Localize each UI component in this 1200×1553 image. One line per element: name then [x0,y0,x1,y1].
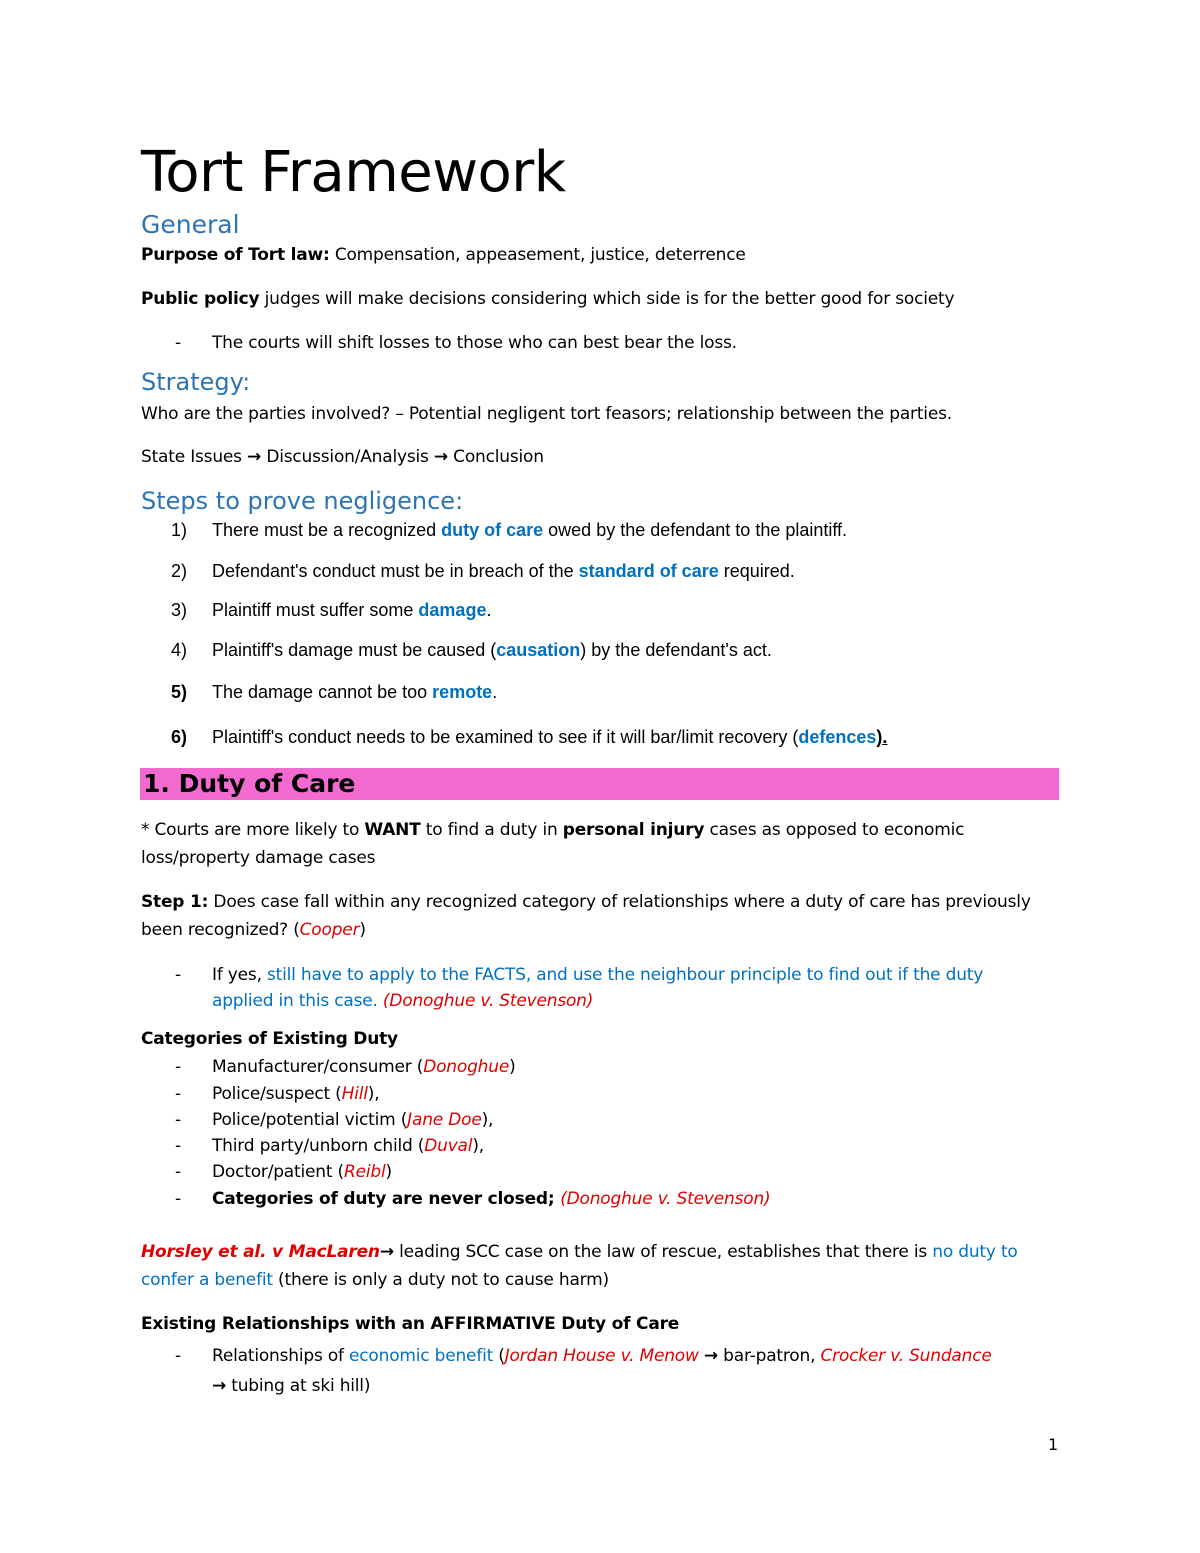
step-text: Plaintiff's conduct needs to be examined to see if it will bar/limit recovery (defences). [212,727,888,747]
bullet-dash: - [175,965,181,985]
purpose-text: Compensation, appeasement, justice, deterrence [329,245,746,265]
category-item: - Doctor/patient (Reibl) [175,1162,392,1182]
step-item [0,520,1100,544]
step-item [0,640,1100,664]
arrow-icon: → [433,447,448,467]
affirmative-item-line1: - Relationships of economic benefit (Jordan House v. Menow → bar-patron, Crocker v. Sundance [175,1346,992,1366]
step-number: 6) [171,727,188,747]
step-number: 2) [171,561,188,581]
step1-label: Step 1: [141,892,209,912]
case-donoghue-stevenson: (Donoghue v. Stevenson) [382,991,594,1011]
flow-step-2: Discussion/Analysis [266,447,429,467]
step-text: There must be a recognized duty of care owed by the defendant to the plaintiff. [212,520,848,540]
courts-note-line1: * Courts are more likely to WANT to find a duty in personal injury cases as opposed to economic [141,820,965,840]
horsley-line2: confer a benefit (there is only a duty not to cause harm) [141,1270,609,1290]
category-item: - Police/suspect (Hill), [175,1084,380,1104]
flow-step-3: Conclusion [453,447,544,467]
strategy-heading: Strategy: [141,368,251,396]
step-item [0,600,1100,624]
categories-heading: Categories of Existing Duty [141,1029,398,1049]
policy-text: judges will make decisions considering which side is for the better good for society [259,289,955,309]
case-crocker: Crocker v. Sundance [820,1346,992,1366]
flow-step-1: State Issues [141,447,242,467]
affirmative-heading: Existing Relationships with an AFFIRMATIVE Duty of Care [141,1314,680,1334]
case-cooper: Cooper [299,920,360,940]
ifyes-line1: - If yes, still have to apply to the FACTS, and use the neighbour principle to find out if the duty [175,965,984,985]
arrow-icon: → [247,447,262,467]
general-heading: General [141,210,240,239]
step-text: Plaintiff's damage must be caused (causation) by the defendant's act. [212,640,772,660]
step-text: The damage cannot be too remote. [212,682,498,702]
steps-heading: Steps to prove negligence: [141,487,464,515]
step-text: Plaintiff must suffer some damage. [212,600,492,620]
bullet-dash: - [175,333,181,353]
strategy-parties: Who are the parties involved? – Potential negligent tort feasors; relationship between the parties. [141,404,952,424]
horsley-line1: Horsley et al. v MacLaren→ leading SCC case on the law of rescue, establishes that there is no duty to [141,1242,1018,1262]
policy-label: Public policy [141,289,260,309]
step-text: Defendant's conduct must be in breach of the standard of care required. [212,561,795,581]
arrow-icon: → [703,1346,718,1366]
category-item: - Third party/unborn child (Duval), [175,1136,484,1156]
policy-line [141,289,954,309]
category-item: - Categories of duty are never closed; (Donoghue v. Stevenson) [175,1189,771,1209]
step1-line1: Step 1: Does case fall within any recognized category of relationships where a duty of care has previously [141,892,1031,912]
step1-line2: been recognized? (Cooper) [141,920,366,940]
policy-bullet-text: The courts will shift losses to those who can best bear the loss. [212,333,737,353]
affirmative-item-line2: → tubing at ski hill) [212,1376,371,1396]
case-horsley: Horsley et al. v MacLaren [141,1242,380,1262]
step-number: 4) [171,640,188,660]
step-number: 3) [171,600,188,620]
step-item [0,682,1100,706]
courts-note-line2: loss/property damage cases [141,848,376,868]
arrow-icon: → [212,1376,227,1396]
category-item: - Manufacturer/consumer (Donoghue) [175,1057,516,1077]
step-number: 1) [171,520,188,540]
document-title: Tort Framework [141,140,566,205]
strategy-flow [141,447,544,467]
case-jordan-house: Jordan House v. Menow [504,1346,699,1366]
step-item [0,561,1100,585]
step-number: 5) [171,682,188,702]
duty-of-care-heading: 1. Duty of Care [143,769,356,798]
step-item [0,727,1100,751]
page-number: 1 [1048,1435,1059,1454]
arrow-icon: → [379,1242,394,1262]
category-item: - Police/potential victim (Jane Doe), [175,1110,494,1130]
purpose-label: Purpose of Tort law: [141,245,330,265]
purpose-line [141,245,746,265]
ifyes-line2: applied in this case. (Donoghue v. Stevenson) [212,991,594,1011]
